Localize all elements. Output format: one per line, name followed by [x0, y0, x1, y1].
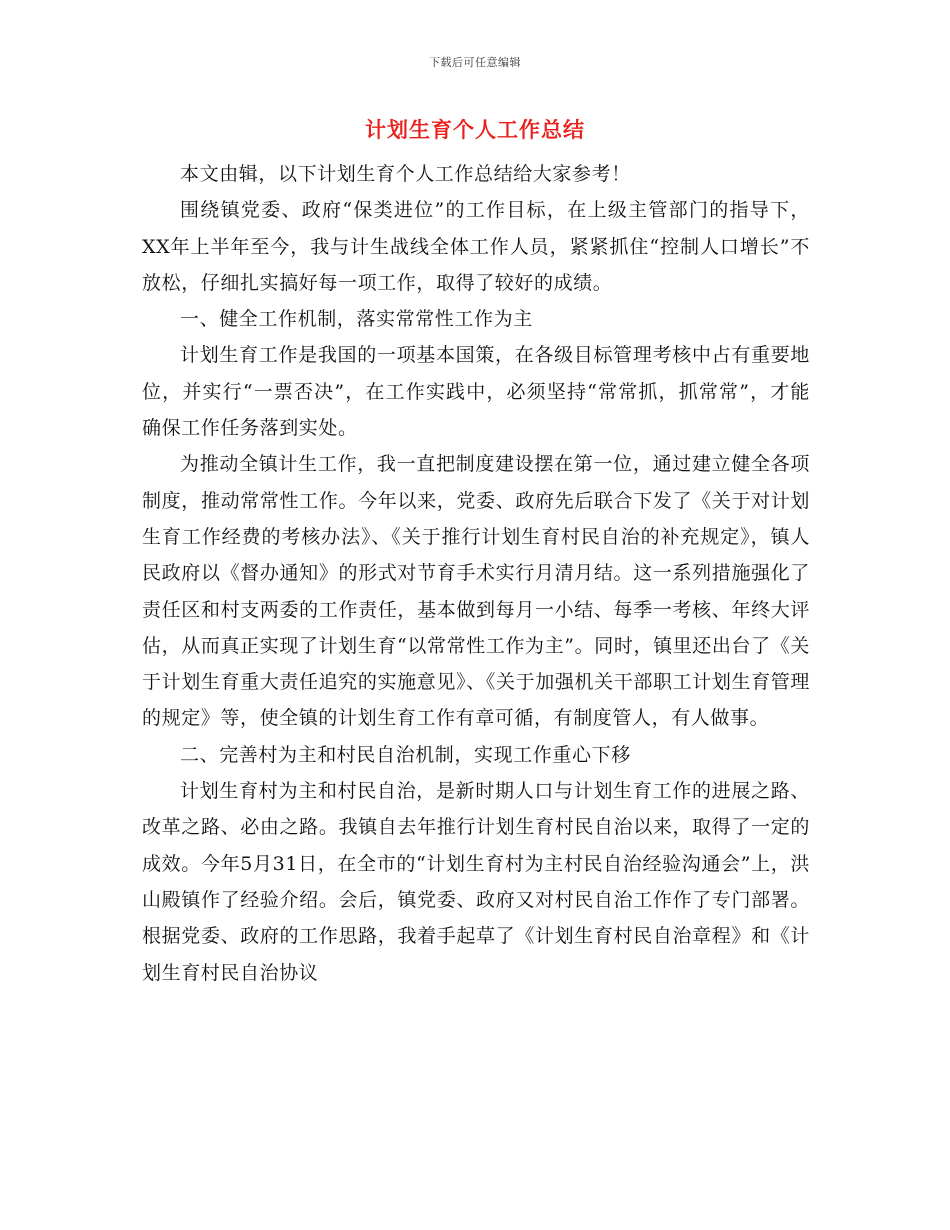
paragraph: 为推动全镇计生工作，我一直把制度建设摆在第一位，通过建立健全各项制度，推动常常性工作。今年以来，党委、政府先后联合下发了《关于对计划生育工作经费的考核办法》、《关于推行计划生育村民自治的补充规定》，镇人民政府以《督办通知》的形式对节育手术实行月清月结。这一系列措施强化了责任区和村支两委的工作责任，基本做到每月一小结、每季一考核、年终大评估，从而真正实现了计划生育“以常常性工作为主”。同时，镇里还出台了《关于计划生育重大责任追究的实施意见》、《关于加强机关干部职工计划生育管理的规定》等，使全镇的计划生育工作有章可循，有制度管人，有人做事。	[142, 453, 810, 730]
paragraph: 围绕镇党委、政府“保类进位”的工作目标，在上级主管部门的指导下，XX年上半年至今，我与计生战线全体工作人员，紧紧抓住“控制人口增长”不放松，仔细扎实搞好每一项工作，取得了较好的成绩。	[142, 199, 810, 294]
paragraph: 计划生育村为主和村民自治，是新时期人口与计划生育工作的进展之路、改革之路、必由之路。我镇自去年推行计划生育村民自治以来，取得了一定的成效。今年5月31日，在全市的“计划生育村为主村民自治经验沟通会”上，洪山殿镇作了经验介绍。会后，镇党委、政府又对村民自治工作作了专门部署。根据党委、政府的工作思路，我着手起草了《计划生育村民自治章程》和《计划生育村民自治协议	[142, 780, 810, 984]
paragraph-intro: 本文由辑，以下计划生育个人工作总结给大家参考！	[180, 163, 631, 185]
section-heading-2: 二、完善村为主和村民自治机制，实现工作重心下移	[180, 743, 631, 766]
paragraph: 计划生育工作是我国的一项基本国策，在各级目标管理考核中占有重要地位，并实行“一票否决”，在工作实践中，必须坚持“常常抓，抓常常”，才能确保工作任务落到实处。	[142, 344, 810, 440]
header-note: 下载后可任意编辑	[429, 56, 521, 69]
section-heading-1: 一、健全工作机制，落实常常性工作为主	[180, 308, 533, 331]
document-body	[142, 156, 810, 991]
document-title: 计划生育个人工作总结	[365, 117, 585, 142]
